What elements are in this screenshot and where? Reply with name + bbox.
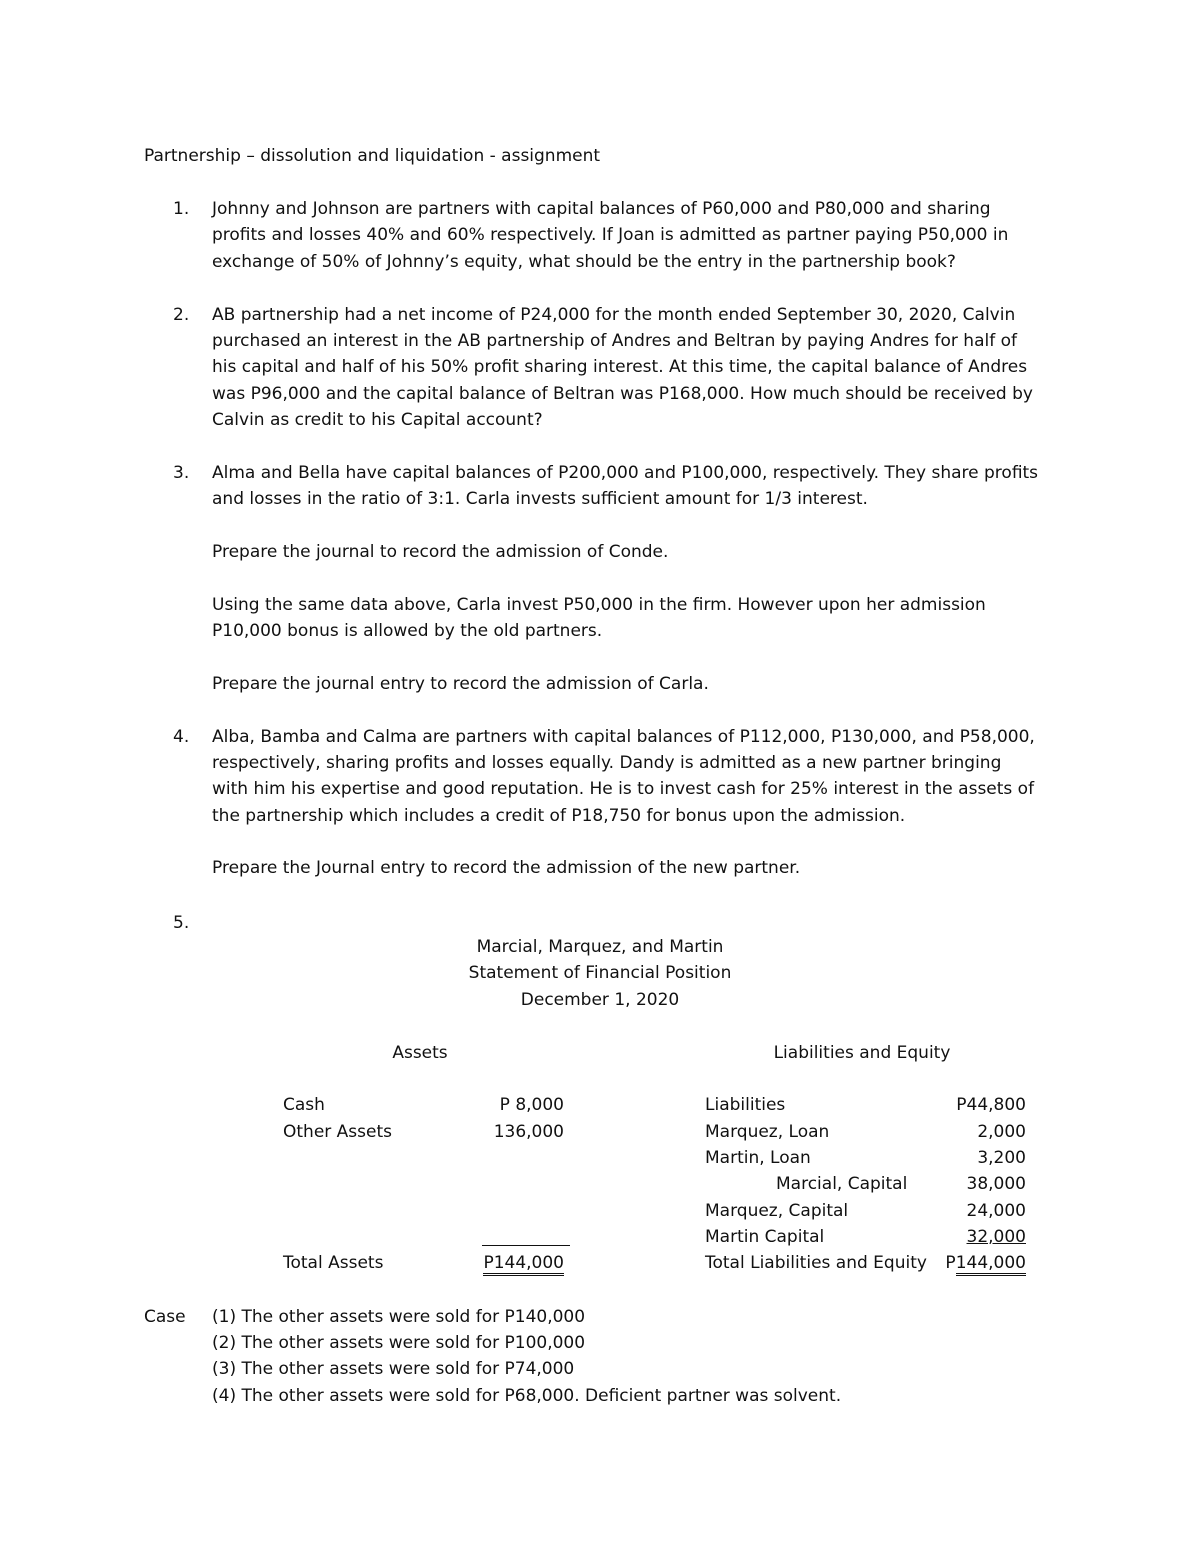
martin-capital-amount: 32,000 <box>966 1227 1026 1247</box>
liability-label: Marquez, Loan <box>705 1122 830 1142</box>
asset-amount: P 8,000 <box>499 1095 564 1115</box>
question-2-line: Calvin as credit to his Capital account? <box>212 410 543 430</box>
question-1-line: profits and losses 40% and 60% respectively. If Joan is admitted as partner paying P50,000 in <box>212 225 1009 245</box>
asset-label: Other Assets <box>283 1122 392 1142</box>
total-liabilities-prefix: P <box>945 1253 956 1273</box>
question-2-line: AB partnership had a net income of P24,000 for the month ended September 30, 2020, Calvin <box>212 305 1016 325</box>
equity-label: Martin Capital <box>705 1227 825 1247</box>
assets-header: Assets <box>392 1043 448 1063</box>
question-2-line: his capital and half of his 50% profit sharing interest. At this time, the capital balance of Andres <box>212 357 1028 377</box>
case-label: Case <box>144 1307 186 1327</box>
statement-date: December 1, 2020 <box>520 990 680 1010</box>
question-4-line: with him his expertise and good reputation. He is to invest cash for 25% interest in the assets of <box>212 779 1035 799</box>
question-3-variant-line: Using the same data above, Carla invest P50,000 in the firm. However upon her admission <box>212 595 986 615</box>
liability-amount: 2,000 <box>977 1122 1026 1142</box>
statement-title: Statement of Financial Position <box>468 963 732 983</box>
question-3-line: and losses in the ratio of 3:1. Carla invests sufficient amount for 1/3 interest. <box>212 489 868 509</box>
question-2-line: purchased an interest in the AB partnership of Andres and Beltran by paying Andres for half of <box>212 331 1018 351</box>
liability-label: Martin, Loan <box>705 1148 811 1168</box>
question-3-prepare-conde: Prepare the journal to record the admission of Conde. <box>212 542 669 562</box>
equity-label: Marquez, Capital <box>705 1201 849 1221</box>
case-item: (2) The other assets were sold for P100,000 <box>212 1333 586 1353</box>
total-liabilities-equity-label: Total Liabilities and Equity <box>705 1253 927 1273</box>
case-item: (1) The other assets were sold for P140,000 <box>212 1307 586 1327</box>
equity-amount: 24,000 <box>966 1201 1026 1221</box>
equity-amount <box>920 1226 1026 1248</box>
question-4-number: 4. <box>173 727 190 747</box>
total-liabilities-value: 144,000 <box>956 1253 1026 1276</box>
asset-label: Cash <box>283 1095 325 1115</box>
equity-label: Marcial, Capital <box>776 1174 908 1194</box>
question-3-variant-line: P10,000 bonus is allowed by the old partners. <box>212 621 603 641</box>
question-1-line: exchange of 50% of Johnny’s equity, what should be the entry in the partnership book? <box>212 252 956 272</box>
question-2-number: 2. <box>173 305 190 325</box>
question-4-line: the partnership which includes a credit of P18,750 for bonus upon the admission. <box>212 806 906 826</box>
question-3-prepare-carla: Prepare the journal entry to record the admission of Carla. <box>212 674 709 694</box>
asset-amount: 136,000 <box>493 1122 564 1142</box>
liability-amount: P44,800 <box>956 1095 1026 1115</box>
question-4-line: Alba, Bamba and Calma are partners with capital balances of P112,000, P130,000, and P58,000, <box>212 727 1035 747</box>
liabilities-equity-header: Liabilities and Equity <box>773 1043 951 1063</box>
question-4-line: respectively, sharing profits and losses equally. Dandy is admitted as a new partner bringing <box>212 753 1002 773</box>
question-3-line: Alma and Bella have capital balances of P200,000 and P100,000, respectively. They share profits <box>212 463 1039 483</box>
assets-subtotal-rule <box>482 1245 570 1246</box>
liability-amount: 3,200 <box>977 1148 1026 1168</box>
statement-company: Marcial, Marquez, and Martin <box>476 937 724 957</box>
question-1-number: 1. <box>173 199 190 219</box>
total-assets-value: P144,000 <box>483 1253 564 1276</box>
case-item: (3) The other assets were sold for P74,000 <box>212 1359 575 1379</box>
total-assets-amount <box>460 1252 564 1274</box>
question-2-line: was P96,000 and the capital balance of Beltran was P168,000. How much should be received by <box>212 384 1033 404</box>
equity-amount: 38,000 <box>966 1174 1026 1194</box>
case-item: (4) The other assets were sold for P68,000. Deficient partner was solvent. <box>212 1386 842 1406</box>
question-4-prepare: Prepare the Journal entry to record the admission of the new partner. <box>212 858 801 878</box>
question-1-line: Johnny and Johnson are partners with capital balances of P60,000 and P80,000 and sharing <box>212 199 991 219</box>
liability-label: Liabilities <box>705 1095 786 1115</box>
document-title: Partnership – dissolution and liquidation - assignment <box>144 146 601 166</box>
question-3-number: 3. <box>173 463 190 483</box>
question-5-number: 5. <box>173 913 190 933</box>
total-assets-label: Total Assets <box>283 1253 384 1273</box>
total-liabilities-equity-amount <box>920 1252 1026 1274</box>
